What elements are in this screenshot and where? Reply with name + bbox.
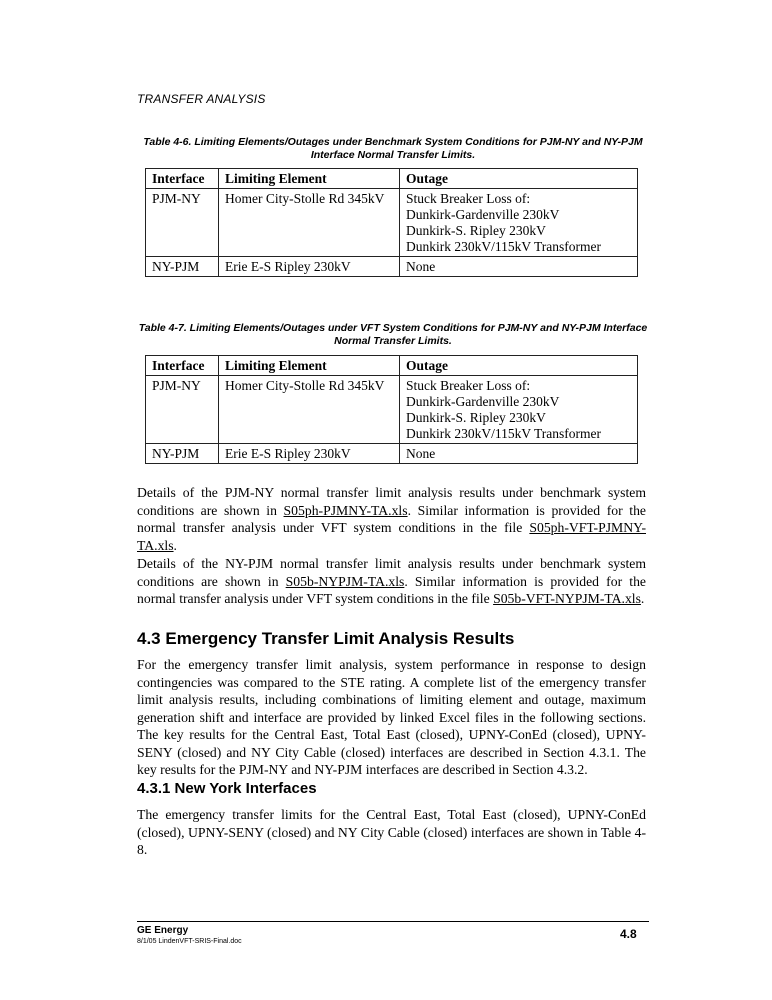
column-header-outage: Outage bbox=[400, 169, 638, 189]
column-header-interface: Interface bbox=[146, 169, 219, 189]
column-header-limiting-element: Limiting Element bbox=[219, 356, 400, 376]
footer-file-name: 8/1/05 LindenVFT-SRIS-Final.doc bbox=[137, 938, 242, 945]
footer-left bbox=[137, 925, 242, 947]
interface-cell: NY-PJM bbox=[146, 257, 219, 277]
section-4-3-1-heading: 4.3.1 New York Interfaces bbox=[137, 780, 317, 797]
interface-cell: PJM-NY bbox=[146, 189, 219, 257]
interface-cell: PJM-NY bbox=[146, 376, 219, 444]
paragraph-text: . Similar information is provided for the normal transfer analysis under VFT system conditions in the file bbox=[137, 502, 646, 535]
limiting-element-cell: Homer City-Stolle Rd 345kV bbox=[219, 189, 400, 257]
table-row bbox=[146, 189, 638, 257]
table-row bbox=[146, 257, 638, 277]
outage-line: Dunkirk-Gardenville 230kV bbox=[406, 207, 560, 222]
interface-cell: NY-PJM bbox=[146, 444, 219, 464]
section-4-3-1-body: The emergency transfer limits for the Central East, Total East (closed), UPNY-ConEd (closed), UPNY-SENY (closed) and NY City Cable (closed) interfaces are shown in Table 4-8. bbox=[137, 807, 646, 857]
footer-rule bbox=[137, 921, 649, 922]
file-link-s05ph-vft-pjmny[interactable]: S05ph-VFT-PJMNY-TA.xls bbox=[137, 520, 646, 553]
column-header-interface: Interface bbox=[146, 356, 219, 376]
table-4-7 bbox=[145, 355, 638, 464]
table-row bbox=[146, 376, 638, 444]
footer-company: GE Energy bbox=[137, 925, 189, 936]
limiting-element-cell: Erie E-S Ripley 230kV bbox=[219, 444, 400, 464]
table-header-row bbox=[146, 356, 638, 376]
outage-line: Stuck Breaker Loss of: bbox=[406, 191, 531, 206]
file-link-s05ph-pjmny[interactable]: S05ph-PJMNY-TA.xls bbox=[283, 502, 408, 518]
page-number: 4.8 bbox=[620, 927, 637, 941]
paragraph-text: Details of the NY-PJM normal transfer limit analysis results under benchmark system conditions are shown in bbox=[137, 556, 646, 589]
file-link-s05b-nypjm[interactable]: S05b-NYPJM-TA.xls bbox=[285, 573, 405, 589]
file-link-s05b-vft-nypjm[interactable]: S05b-VFT-NYPJM-TA.xls bbox=[493, 591, 641, 606]
outage-cell bbox=[400, 376, 638, 444]
paragraph-text: . Similar information is provided for the normal transfer analysis under VFT system conditions in the file bbox=[137, 573, 646, 606]
outage-line: Dunkirk 230kV/115kV Transformer bbox=[406, 426, 601, 441]
outage-line: None bbox=[406, 259, 436, 274]
outage-line: Dunkirk-Gardenville 230kV bbox=[406, 394, 560, 409]
outage-cell bbox=[400, 444, 638, 464]
outage-line: Dunkirk-S. Ripley 230kV bbox=[406, 223, 546, 238]
limiting-element-cell: Homer City-Stolle Rd 345kV bbox=[219, 376, 400, 444]
table-4-6-caption: Table 4-6. Limiting Elements/Outages under Benchmark System Conditions for PJM-NY and NY-PJM Interface Normal Transfer Limits. bbox=[143, 136, 643, 161]
running-header: TRANSFER ANALYSIS bbox=[137, 92, 266, 106]
outage-cell bbox=[400, 257, 638, 277]
section-4-3-heading: 4.3 Emergency Transfer Limit Analysis Results bbox=[137, 629, 515, 648]
outage-line: Dunkirk-S. Ripley 230kV bbox=[406, 410, 546, 425]
table-header-row bbox=[146, 169, 638, 189]
paragraph-text: . bbox=[173, 537, 177, 553]
outage-line: None bbox=[406, 446, 436, 461]
column-header-outage: Outage bbox=[400, 356, 638, 376]
section-4-3-body: For the emergency transfer limit analysis, system performance in response to design contingencies was compared to the STE rating. A complete list of the emergency transfer limit analysis results, including combinations of limiting element and outage, maximum generation shift and interface are provided by linked Excel files in the following sections. The key results for the Central East, Total East (closed), UPNY-ConEd (closed), UPNY-SENY (closed) and NY City Cable (closed) interfaces are described in Section 4.3.1. The key results for the PJM-NY and NY-PJM interfaces are described in Section 4.3.2. bbox=[137, 657, 646, 777]
outage-line: Dunkirk 230kV/115kV Transformer bbox=[406, 239, 601, 254]
limiting-element-cell: Erie E-S Ripley 230kV bbox=[219, 257, 400, 277]
column-header-limiting-element: Limiting Element bbox=[219, 169, 400, 189]
table-row bbox=[146, 444, 638, 464]
ny-pjm-results-paragraph bbox=[137, 555, 646, 608]
paragraph-text: . bbox=[640, 591, 645, 606]
pjm-ny-results-paragraph bbox=[137, 484, 646, 554]
paragraph-text: Details of the PJM-NY normal transfer limit analysis results under benchmark system conditions are shown in bbox=[137, 485, 646, 518]
outage-cell bbox=[400, 189, 638, 257]
table-4-6 bbox=[145, 168, 638, 277]
outage-line: Stuck Breaker Loss of: bbox=[406, 378, 531, 393]
table-4-7-caption: Table 4-7. Limiting Elements/Outages under VFT System Conditions for PJM-NY and NY-PJM Interface Normal Transfer Limits. bbox=[138, 322, 648, 347]
